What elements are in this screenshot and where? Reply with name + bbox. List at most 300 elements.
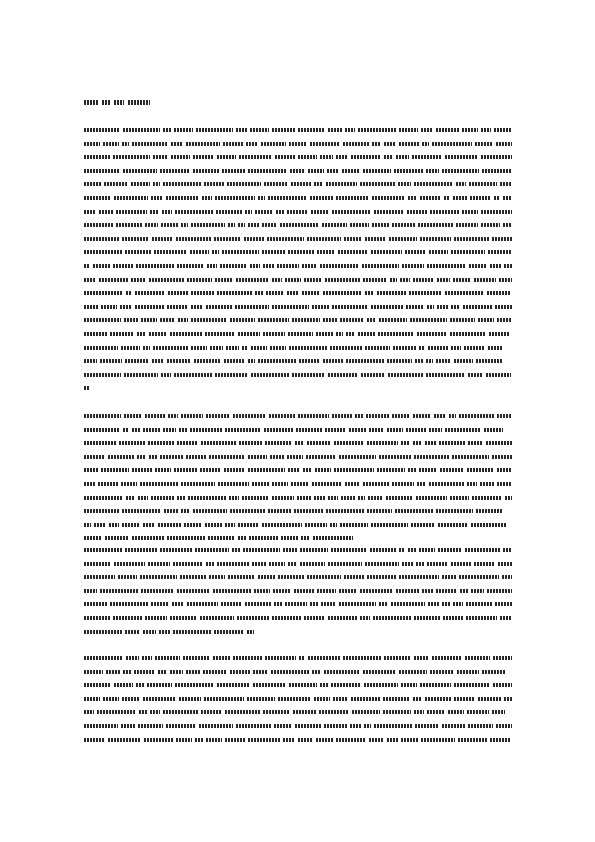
text-word (358, 128, 396, 132)
text-word (417, 332, 447, 336)
text-word (151, 602, 169, 606)
text-word (84, 602, 107, 606)
text-word (181, 223, 188, 227)
text-word (402, 264, 424, 268)
text-word (99, 210, 113, 214)
text-word (242, 496, 269, 500)
text-line (84, 575, 512, 579)
text-word (229, 496, 239, 500)
text-word (328, 128, 342, 132)
text-word (236, 128, 247, 132)
text-word (464, 346, 485, 350)
text-word (369, 738, 384, 742)
text-word (209, 575, 225, 579)
text-word (469, 264, 487, 268)
text-word (502, 575, 512, 579)
text-word (193, 509, 227, 513)
text-word (426, 373, 465, 377)
text-word (307, 575, 341, 579)
text-word (460, 589, 468, 593)
text-word (247, 630, 254, 634)
text-word (272, 616, 301, 620)
text-word (248, 359, 255, 363)
text-word (264, 182, 288, 186)
text-word (456, 223, 478, 227)
text-word (486, 441, 512, 445)
text-line (84, 616, 512, 620)
text-word (172, 602, 184, 606)
text-word (268, 509, 291, 513)
text-word (149, 278, 184, 282)
text-word (432, 656, 462, 660)
text-word (238, 536, 246, 540)
text-line (84, 332, 512, 336)
text-word (320, 264, 359, 268)
text-word (429, 428, 442, 432)
text-word (505, 496, 512, 500)
text-word (272, 482, 288, 486)
text-word (454, 237, 489, 241)
text-word (444, 196, 450, 200)
heading-word (128, 100, 150, 105)
text-word (124, 414, 142, 418)
text-word (222, 169, 245, 173)
text-word (248, 455, 267, 459)
text-word (407, 210, 427, 214)
text-word (174, 373, 212, 377)
text-word (184, 523, 202, 527)
text-word (332, 305, 368, 309)
text-word (277, 264, 299, 268)
text-word (287, 455, 303, 459)
text-word (113, 616, 142, 620)
text-word (343, 142, 369, 146)
text-word (258, 196, 265, 200)
text-word (499, 278, 512, 282)
text-word (300, 548, 328, 552)
text-word (118, 575, 137, 579)
text-word (436, 128, 459, 132)
text-word (383, 697, 410, 701)
text-word (244, 237, 264, 241)
text-word (440, 468, 464, 472)
text-word (191, 223, 225, 227)
text-line (84, 536, 512, 540)
text-word (155, 468, 171, 472)
text-word (320, 155, 333, 159)
text-word (236, 278, 269, 282)
text-word (200, 468, 221, 472)
text-word (84, 468, 98, 472)
text-word (147, 683, 172, 687)
text-word (205, 523, 222, 527)
text-word (84, 346, 118, 350)
text-word (411, 523, 435, 527)
text-word (224, 359, 245, 363)
text-word (416, 496, 447, 500)
text-word (180, 575, 206, 579)
text-word (258, 359, 296, 363)
text-word (437, 278, 450, 282)
text-line (84, 373, 512, 377)
text-word (361, 373, 385, 377)
text-word (425, 441, 436, 445)
text-word (287, 291, 299, 295)
text-word (230, 318, 255, 322)
text-word (84, 616, 110, 620)
text-word (405, 250, 426, 254)
text-word (308, 169, 324, 173)
text-word (188, 496, 226, 500)
text-line (84, 482, 512, 486)
text-word (292, 373, 325, 377)
text-word (367, 509, 392, 513)
text-word (215, 278, 233, 282)
text-word (239, 441, 262, 445)
text-word (285, 602, 307, 606)
text-word (426, 359, 433, 363)
text-word (132, 142, 168, 146)
text-word (300, 562, 325, 566)
text-word (330, 346, 362, 350)
text-word (492, 455, 512, 459)
text-word (153, 155, 168, 159)
text-word (170, 670, 183, 674)
text-word (142, 656, 152, 660)
text-word (152, 237, 173, 241)
text-word (377, 291, 406, 295)
text-word (149, 455, 157, 459)
text-line (84, 548, 512, 552)
text-word (344, 237, 362, 241)
text-word (125, 548, 157, 552)
text-word (84, 210, 96, 214)
text-word (141, 589, 174, 593)
text-word (84, 738, 105, 742)
text-word (363, 482, 389, 486)
text-word (194, 359, 221, 363)
text-word (84, 332, 107, 336)
text-word (160, 169, 190, 173)
text-word (253, 670, 268, 674)
text-word (243, 548, 280, 552)
text-word (413, 441, 422, 445)
text-word (291, 182, 311, 186)
text-word (308, 656, 340, 660)
text-word (360, 616, 370, 620)
text-word (442, 169, 479, 173)
text-word (312, 482, 342, 486)
text-word (414, 182, 453, 186)
text-word (373, 616, 411, 620)
text-line (84, 683, 512, 687)
text-line (84, 305, 512, 309)
text-word (247, 697, 275, 701)
text-word (310, 142, 340, 146)
text-word (484, 428, 503, 432)
text-word (236, 724, 271, 728)
text-word (204, 182, 224, 186)
paragraph (84, 128, 512, 390)
text-line (84, 386, 512, 390)
text-word (425, 697, 451, 701)
text-word (445, 291, 484, 295)
text-word (270, 455, 284, 459)
text-word (420, 683, 451, 687)
text-word (365, 346, 390, 350)
text-line (84, 630, 512, 634)
text-word (503, 196, 512, 200)
text-word (400, 278, 410, 282)
text-word (186, 670, 200, 674)
text-word (328, 373, 358, 377)
text-word (122, 142, 129, 146)
text-word (263, 332, 285, 336)
text-word (363, 670, 396, 674)
text-word (103, 142, 119, 146)
text-word (437, 305, 448, 309)
text-word (379, 602, 388, 606)
text-word (480, 482, 494, 486)
text-word (239, 155, 272, 159)
text-word (252, 482, 269, 486)
text-word (217, 291, 252, 295)
text-line (84, 237, 512, 241)
text-word (490, 264, 501, 268)
text-line (84, 359, 512, 363)
text-word (474, 278, 496, 282)
text-word (310, 602, 318, 606)
text-word (84, 536, 102, 540)
text-word (193, 169, 219, 173)
text-word (471, 523, 507, 527)
text-line (84, 656, 512, 660)
text-word (176, 237, 211, 241)
text-word (201, 710, 222, 714)
text-word (297, 496, 311, 500)
text-word (438, 523, 468, 527)
text-word (134, 670, 155, 674)
text-word (84, 169, 120, 173)
text-word (462, 210, 478, 214)
text-word (251, 373, 289, 377)
text-word (101, 468, 129, 472)
text-word (101, 305, 117, 309)
text-word (481, 223, 500, 227)
text-word (503, 548, 512, 552)
text-word (84, 414, 121, 418)
text-word (206, 305, 232, 309)
text-word (126, 291, 132, 295)
text-word (84, 482, 95, 486)
text-word (106, 670, 120, 674)
text-word (365, 237, 386, 241)
text-word (272, 496, 294, 500)
text-line (84, 468, 512, 472)
text-word (408, 468, 416, 472)
text-word (392, 223, 415, 227)
text-word (273, 589, 291, 593)
text-word (399, 548, 405, 552)
text-word (419, 548, 435, 552)
text-word (465, 656, 490, 660)
text-word (466, 616, 497, 620)
text-word (143, 523, 155, 527)
text-word (368, 496, 383, 500)
text-word (303, 468, 312, 472)
text-word (372, 142, 381, 146)
text-word (304, 278, 322, 282)
text-word (148, 441, 174, 445)
text-word (341, 496, 355, 500)
text-word (408, 196, 417, 200)
text-word (334, 468, 374, 472)
text-word (84, 291, 123, 295)
text-word (364, 724, 371, 728)
text-word (438, 548, 462, 552)
text-word (84, 318, 121, 322)
text-word (136, 683, 144, 687)
text-word (325, 428, 346, 432)
text-word (109, 523, 119, 527)
text-word (93, 264, 110, 268)
text-word (123, 670, 131, 674)
text-word (482, 670, 505, 674)
text-word (323, 291, 362, 295)
text-line (84, 710, 512, 714)
text-word (504, 697, 512, 701)
text-word (459, 575, 499, 579)
text-word (171, 155, 190, 159)
text-word (401, 738, 418, 742)
text-word (206, 414, 230, 418)
text-word (372, 196, 405, 200)
text-word (272, 305, 309, 309)
text-word (220, 264, 247, 268)
text-word (323, 318, 337, 322)
text-word (174, 128, 193, 132)
text-line (84, 250, 512, 254)
text-line (84, 441, 512, 445)
text-word (139, 710, 147, 714)
text-word (116, 223, 142, 227)
text-word (387, 738, 398, 742)
text-word (245, 210, 252, 214)
text-word (392, 482, 414, 486)
text-word (121, 724, 135, 728)
text-word (396, 155, 409, 159)
text-word (121, 346, 140, 350)
text-word (177, 441, 198, 445)
text-word (281, 536, 298, 540)
text-word (151, 196, 163, 200)
text-word (500, 182, 512, 186)
text-word (225, 710, 260, 714)
text-line (84, 738, 512, 742)
text-word (191, 291, 214, 295)
text-word (371, 250, 402, 254)
text-word (183, 656, 210, 660)
text-word (283, 738, 295, 742)
text-word (307, 441, 331, 445)
text-word (319, 710, 349, 714)
text-word (155, 656, 180, 660)
text-word (494, 128, 512, 132)
paragraph (84, 656, 512, 742)
text-word (492, 710, 505, 714)
text-word (270, 346, 286, 350)
text-line (84, 602, 512, 606)
text-word (314, 496, 325, 500)
text-line (84, 428, 512, 432)
text-word (152, 359, 164, 363)
text-word (166, 724, 196, 728)
text-word (497, 468, 512, 472)
text-word (84, 630, 122, 634)
text-word (336, 155, 348, 159)
text-word (324, 724, 347, 728)
text-word (365, 291, 374, 295)
text-word (331, 548, 367, 552)
text-word (428, 602, 439, 606)
text-word (436, 359, 451, 363)
text-word (193, 155, 214, 159)
text-word (163, 128, 171, 132)
text-word (138, 496, 148, 500)
text-word (453, 278, 471, 282)
text-word (154, 250, 187, 254)
text-word (408, 548, 416, 552)
text-word (222, 250, 259, 254)
text-word (466, 602, 492, 606)
text-word (293, 710, 316, 714)
text-word (343, 656, 381, 660)
text-word (301, 536, 310, 540)
text-word (327, 169, 339, 173)
text-word (288, 562, 297, 566)
text-word (205, 332, 235, 336)
heading-word (102, 100, 110, 105)
text-word (162, 210, 172, 214)
text-line (84, 210, 512, 214)
text-line (84, 291, 512, 295)
text-word (213, 656, 230, 660)
text-word (401, 441, 410, 445)
text-word (237, 616, 269, 620)
text-word (475, 142, 493, 146)
text-word (387, 428, 403, 432)
text-word (454, 697, 475, 701)
text-word (472, 496, 502, 500)
text-word (478, 318, 494, 322)
text-word (179, 428, 187, 432)
text-word (181, 509, 190, 513)
text-word (364, 683, 398, 687)
text-word (305, 523, 327, 527)
text-word (427, 562, 448, 566)
text-word (209, 455, 245, 459)
text-word (451, 305, 460, 309)
text-word (295, 441, 304, 445)
text-word (191, 318, 227, 322)
text-word (496, 724, 512, 728)
text-word (442, 602, 450, 606)
text-word (258, 575, 275, 579)
text-word (186, 455, 206, 459)
text-word (262, 523, 302, 527)
text-line (84, 169, 512, 173)
text-word (218, 482, 249, 486)
